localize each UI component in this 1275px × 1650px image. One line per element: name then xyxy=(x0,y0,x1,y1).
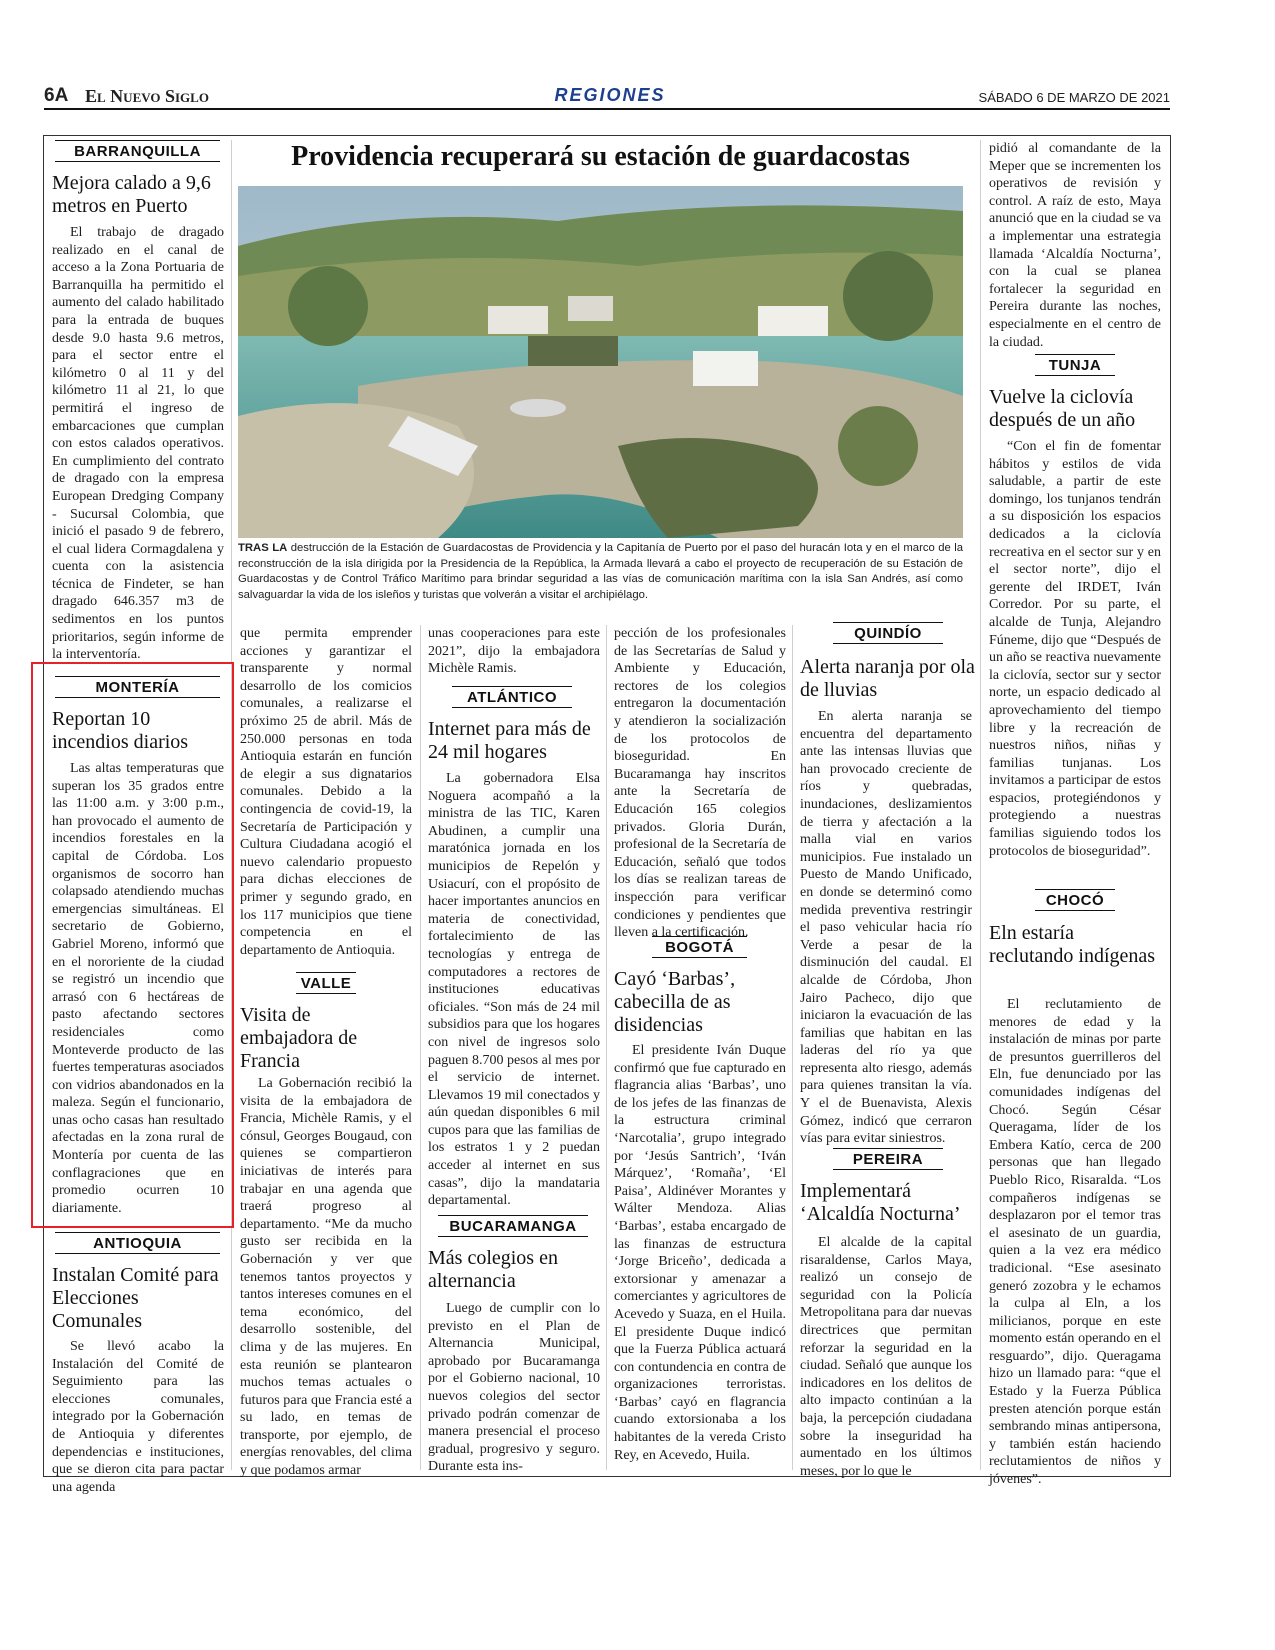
coastline-aerial-photo xyxy=(238,186,963,538)
column-rule xyxy=(792,625,793,1470)
article-body-pereira-part1: El alcalde de la capital risaraldense, Carlos Maya, realizó un consejo de seguridad con la Policía Metropolitana para dar nuevas directrices que permitan reforzar la seguridad en la ciudad. Señaló que aunque los indicadores en los delitos de alto impacto continúan a la baja, la percepción ciudadana sobre la inseguridad ha aumentado en los últimos meses, por lo que le xyxy=(800,1235,972,1479)
section-tag-monteria: MONTERÍA xyxy=(55,676,220,698)
article-body-valle-part2: unas cooperaciones para este 2021”, dijo la embajadora Michèle Ramis. xyxy=(428,626,600,677)
section-tag-choco: CHOCÓ xyxy=(1035,889,1115,911)
main-headline: Providencia recuperará su estación de guardacostas xyxy=(291,141,910,172)
section-tag-barranquilla: BARRANQUILLA xyxy=(55,140,220,162)
issue-date: SÁBADO 6 DE MARZO DE 2021 xyxy=(978,90,1170,105)
article-body-bogota: El presidente Iván Duque confirmó que fue capturado en flagrancia alias ‘Barbas’, uno de los jefes de las finanzas de la estructura criminal ‘Narcotalia’, grupo integrado por ‘Jesús Santrich’, ‘Iván Márquez’, ‘Romaña’, ‘El Paisa’, Aldinéver Morantes y Wálter Mendoza. Alias ‘Barbas’, estaba encargado de las finanzas de estructura ‘Jorge Briceño’, dedicada a extorsionar y amenazar a comerciantes y agricultores de Acevedo y Suaza, en el Huila. El presidente Duque indicó que la Fuerza Pública actuará con contundencia en contra de organizaciones terroristas. ‘Barbas’ cayó en flagrancia cuando extorsionaba a los habitantes de la vereda Cristo Rey, en Acevedo, Huila. xyxy=(614,1043,786,1463)
caption-lead: TRAS LA xyxy=(238,542,288,554)
header-rule xyxy=(44,108,1170,110)
headline-pereira: Implementará ‘Alcaldía Nocturna’ xyxy=(800,1180,961,1225)
headline-choco: Eln estaría reclutando indígenas xyxy=(989,922,1156,967)
headline-bucaramanga: Más colegios en alternancia xyxy=(428,1247,558,1292)
section-tag-bucaramanga: BUCARAMANGA xyxy=(438,1215,588,1237)
article-body-atlantico: La gobernadora Elsa Noguera acompañó a la ministra de las TIC, Karen Abudinen, a cumplir una maratónica jornada en los municipios de Repelón y Usiacurí, con el propósito de hacer importantes anuncios en materia de conectividad, fortalecimiento de las tecnologías y entrega de computadores a rectores de instituciones educativas oficiales. “Son más de 24 mil subsidios para que los hogares con nivel de ingresos solo paguen 8.700 pesos al mes por el servicio de internet. Llevamos 19 mil conectados y aún quedan disponibles 6 mil cupos para que las familias de los estratos 1 y 2 puedan acceder al internet en sus casas”, dijo la mandataria departamental. xyxy=(428,771,600,1209)
headline-bogota: Cayó ‘Barbas’, cabecilla de as disidencias xyxy=(614,968,736,1036)
section-tag-tunja: TUNJA xyxy=(1035,354,1115,376)
article-body-antioquia-part2: que permita emprender acciones y garantizar el transparente y normal desarrollo de los comicios comunales, a realizarse el próximo 25 de abril. Más de 250.000 personas en toda Antioquia estarán en función de elegir a sus dignatarios comunales. Debido a la contingencia de covid-19, la Secretaría de Participación y Cultura Ciudadana acogió el nuevo calendario propuesto para dichas elecciones de primer y segundo grado, en los 117 municipios que tiene competencia en el departamento de Antioquia. xyxy=(240,626,412,958)
section-tag-valle: VALLE xyxy=(296,972,356,994)
page-number: 6A xyxy=(44,85,69,106)
article-body-valle-part1: La Gobernación recibió la visita de la embajadora de Francia, Michèle Ramis, y el cónsul, Georges Bougaud, con quienes se compartieron iniciativas de interés para trabajar en una agenda que traerá progreso al departamento. “Me da mucho gusto ser recibida en la Gobernación y ver que tenemos tantos proyectos y tantos intereses comunes en el tema económico, del desarrollo sostenible, del clima y de las mujeres. En esta reunión se plantearon muchos temas actuales o futuros para que Francia esté a su lado, en temas de transporte, por ejemplo, de energías renovables, del clima y que podamos armar xyxy=(240,1076,412,1479)
article-body-antioquia-part1: Se llevó acabo la Instalación del Comité de Seguimiento para las elecciones comunales, integrado por la Gobernación de Antioquia y diferentes dependencias e instituciones, que se dieron cita para pactar una agenda xyxy=(52,1339,224,1495)
section-tag-pereira: PEREIRA xyxy=(833,1148,943,1170)
section-tag-atlantico: ATLÁNTICO xyxy=(452,686,572,708)
headline-atlantico: Internet para más de 24 mil hogares xyxy=(428,718,591,763)
caption-text: destrucción de la Estación de Guardacostas de Providencia y la Capitanía de Puerto por el paso del huracán Iota y en el marco de la reconstrucción de la isla dirigida por la Presidencia de la República, la Armada llevará a cabo el proyecto de recuperación de su Estación de Guardacostas y de Control Tráfico Marítimo para brindar seguridad a las vías de comunicación marítima con la isla San Andrés, así como salvaguardar la vida de los isleños y turistas que volverán a visitar el archipiélago. xyxy=(238,542,964,601)
article-body-barranquilla: El trabajo de dragado realizado en el canal de acceso a la Zona Portuaria de Barranquilla ha permitido el aumento del calado habilitado para la entrada de buques desde 9.0 hasta 9.6 metros, para el sector entre el kilómetro 0 al 11 y del kilómetro 11 al 21, lo que permitirá el ingreso de embarcaciones que cumplan con estos calados operativos. En cumplimiento del contrato de dragado con la empresa European Dredging Company - Sucursal Colombia, que inició el pasado 9 de febrero, el cual lidera Cormagdalena y cuenta con la asistencia técnica de Findeter, se han dragado 646.357 m3 de sedimentos en los puntos prioritarios, según informe de la interventoría. xyxy=(52,225,224,663)
headline-barranquilla: Mejora calado a 9,6 metros en Puerto xyxy=(52,172,211,217)
section-tag-quindio: QUINDÍO xyxy=(833,622,943,644)
main-photo xyxy=(238,186,963,538)
article-body-tunja: “Con el fin de fomentar hábitos y estilos de vida saludable, a partir de este domingo, los tunjanos tendrán a su disposición los espacios dedicados a la ciclovía recreativa en el sector sur y en el sector norte”, dijo el gerente del IRDET, Iván Corredor. Por su parte, el alcalde de Tunja, Alejandro Fúneme, dijo que “Después de un año se reactiva nuevamente la ciclovía, sector sur y sector norte, un espacio dedicado al aprovechamiento del tiempo libre y la recreación de nuestros niños, niñas y familias tunjanas. Los invitamos a participar de estos espacios, protegiéndonos y protegiendo a nuestras familias siguiendo todos los protocolos de bioseguridad”. xyxy=(989,439,1161,859)
headline-tunja: Vuelve la ciclovía después de un año xyxy=(989,386,1136,431)
column-rule xyxy=(420,625,421,1470)
headline-valle: Visita de embajadora de Francia xyxy=(240,1004,358,1072)
article-body-quindio: En alerta naranja se encuentra del departamento ante las intensas lluvias que han provocado creciente de ríos y quebradas, inundaciones, deslizamientos de tierra y afectación a la malla vial en varios municipios. Fue instalado un Puesto de Mando Unificado, en donde se determinó como medida preventiva restringir el paso vehicular hacia río Verde a pesar de la disminución del caudal. El alcalde de Córdoba, Jhon Jairo Pacheco, dijo que iniciaron la evacuación de las familias que habitan en las laderas del río ya que representa alto riesgo, además para quienes transitan la vía. Y el de Buenavista, Alexis Gómez, indicó que cerraron vías para evitar siniestros. xyxy=(800,709,972,1147)
column-rule xyxy=(980,140,981,1470)
section-title: REGIONES xyxy=(554,85,666,105)
article-body-choco: El reclutamiento de menores de edad y la instalación de minas por parte de presuntos guerrilleros del Eln, fue denunciado por las comunidades indígenas del Chocó. Según César Queragama, líder de los Embera Katío, cerca de 200 personas que han llegado Pueblo Rico, Risaralda. “Los compañeros indígenas se desplazaron por el temor tras el asesinato de un guardia, quien a la vez era médico tradicional. “Ese asesinato generó zozobra y le echamos la culpa al Eln, a los milicianos, porque en este momento están operando en el resguardo”, dijo. Queragama hizo un llamado para: “que el Estado y la Fuerza Pública presten atención porque están sembrando minas antipersona, y también están haciendo reclutamientos de niños y jóvenes”. xyxy=(989,997,1161,1488)
photo-caption xyxy=(238,541,963,603)
column-rule xyxy=(606,625,607,1470)
section-tag-antioquia: ANTIOQUIA xyxy=(55,1232,220,1254)
article-body-pereira-part2: pidió al comandante de la Meper que se incrementen los operativos de revisión y control. A raíz de esto, Maya anunció que en la ciudad se va a implementar una estrategia llamada ‘Alcaldía Nocturna’, con la cual se planea fortalecer la seguridad en Pereira durante las noches, especialmente en el centro de la ciudad. xyxy=(989,141,1161,350)
article-body-bucaramanga-part1: Luego de cumplir con lo previsto en el Plan de Alternancia Municipal, aprobado por Bucaramanga por el Gobierno nacional, 10 nuevos colegios del sector privado podrán comenzar de manera presencial el proceso gradual, progresivo y seguro. Durante esta ins- xyxy=(428,1301,600,1475)
article-body-monteria: Las altas temperaturas que superan los 35 grados entre las 11:00 a.m. y 3:00 p.m., han provocado el aumento de incendios forestales en la capital de Córdoba. Los organismos de socorro han colapsado atendiendo muchas emergencias simultáneas. El secretario de Gobierno, Gabriel Moreno, informó que en el nororiente de la ciudad se registró un incendio que arrasó con 6 hectáreas de pasto afectando sectores residenciales como Monteverde producto de las fuertes temperaturas asociados con vidrios abandonados en la maleza. Según el funcionario, unas ocho casas han resultado afectadas en la zona rural de Montería por cuenta de las conflagraciones que en promedio ocurren 10 diariamente. xyxy=(52,761,224,1216)
article-body-bucaramanga-part2: pección de los profesionales de las Secretarías de Salud y Ambiente y Educación, rectores de los colegios entregaron la documentación y atendieron la socialización de los protocolos de bioseguridad. En Bucaramanga hay inscritos ante la Secretaría de Educación 165 colegios privados. Gloria Durán, profesional de la Secretaría de Educación, señaló que todos los días se realizan tareas de inspección para verificar condiciones y pendientes que lleven a la certificación. xyxy=(614,626,786,941)
headline-antioquia: Instalan Comité para Elecciones Comunales xyxy=(52,1264,219,1332)
section-tag-bogota: BOGOTÁ xyxy=(652,936,747,958)
headline-monteria: Reportan 10 incendios diarios xyxy=(52,708,189,753)
masthead-logo: El Nuevo Siglo xyxy=(85,86,209,106)
headline-quindio: Alerta naranja por ola de lluvias xyxy=(800,656,975,701)
